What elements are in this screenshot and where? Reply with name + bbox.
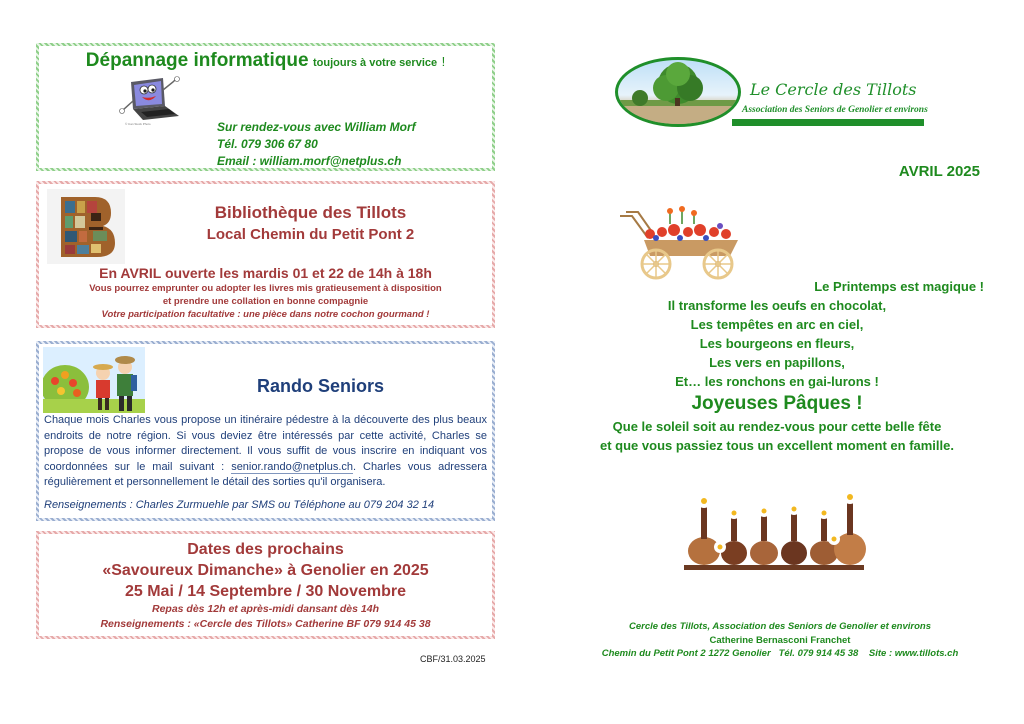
rando-email-link[interactable]: senior.rando@netplus.ch — [231, 460, 354, 473]
logo-underline — [732, 119, 924, 126]
logo-name: Le Cercle des Tillots — [750, 80, 917, 99]
dimanche-line-4: Repas dès 12h et après-midi dansant dès 14h — [151, 603, 379, 615]
bibliotheque-opening: En AVRIL ouverte les mardis 01 et 22 de 14h à 18h — [99, 265, 432, 281]
bibliotheque-line-3: Votre participation facultative : une pièce dans notre cochon gourmand ! — [101, 309, 430, 320]
depannage-box — [36, 43, 495, 171]
rando-description — [44, 413, 487, 491]
poem-line-2: Il transforme les oeufs en chocolat, — [667, 298, 887, 313]
logo-subtitle: Association des Seniors de Genolier et environs — [742, 105, 928, 115]
bibliotheque-line-2: et prendre une collation en bonne compagnie — [162, 296, 369, 307]
poem-line-5: Les vers en papillons, — [709, 355, 845, 370]
flower-cart-icon — [610, 202, 750, 282]
document-reference: CBF/31.03.2025 — [420, 654, 486, 664]
tree-logo-icon — [615, 57, 741, 127]
bibliotheque-title: Bibliothèque des Tillots — [214, 203, 407, 222]
footer-line-1: Cercle des Tillots, Association des Seniors de Genolier et environs — [629, 621, 931, 632]
dimanche-line-5: Renseignements : «Cercle des Tillots» Catherine BF 079 914 45 38 — [100, 618, 431, 630]
laptop-mascot-icon — [117, 76, 187, 126]
rando-title: Rando Seniors — [256, 376, 385, 396]
month-heading: AVRIL 2025 — [898, 163, 980, 180]
dimanche-dates: 25 Mai / 14 Septembre / 30 Novembre — [124, 583, 406, 600]
depannage-email[interactable]: Email : william.morf@netplus.ch — [217, 154, 402, 168]
poem-line-3: Les tempêtes en arc en ciel, — [690, 317, 864, 332]
depannage-tagline: toujours à votre service — [313, 57, 438, 69]
poem-line-1: Le Printemps est magique ! — [814, 279, 984, 294]
dimanche-line-1: Dates des prochains — [187, 541, 344, 558]
dimanche-details — [39, 539, 492, 632]
cercle-logo — [612, 55, 932, 135]
depannage-exclaim: ! — [441, 54, 446, 69]
depannage-contact — [217, 119, 416, 170]
wish-line-1: Que le soleil soit au rendez-vous pour cette belle fête — [612, 419, 942, 434]
rando-text-after: . Charles vous adressera régulièrement et personnellement le détail des sorties qu'il organisera. — [44, 460, 487, 488]
chocolate-chicks-icon — [674, 487, 874, 577]
footer-line-2: Catherine Bernasconi Franchet — [709, 634, 851, 646]
poem-line-6: Et… les ronchons en gai-lurons ! — [675, 374, 879, 389]
image-credit: © Can Stock Photo — [125, 122, 151, 126]
dimanche-box — [36, 531, 495, 639]
bibliotheque-line-1: Vous pourrez emprunter ou adopter les livres mis gratieusement à disposition — [89, 283, 442, 294]
depannage-phone: Tél. 079 306 67 80 — [217, 137, 318, 151]
wish-line-2: et que vous passiez tous un excellent moment en famille. — [600, 438, 954, 453]
bookshelf-b-icon — [47, 189, 125, 264]
hikers-illustration-icon — [43, 347, 145, 413]
footer-line-3: Chemin du Petit Pont 2 1272 Genolier Tél. 079 914 45 38 Site : www.tillots.ch — [601, 648, 959, 659]
bibliotheque-box — [36, 181, 495, 328]
rando-info: Renseignements : Charles Zurmuehle par SMS ou Téléphone au 079 204 32 14 — [44, 499, 435, 511]
dimanche-line-2: «Savoureux Dimanche» à Genolier en 2025 — [102, 562, 429, 579]
depannage-appointment: Sur rendez-vous avec William Morf — [217, 120, 416, 134]
bibliotheque-details — [39, 264, 492, 321]
depannage-heading — [39, 50, 492, 72]
rando-text-before: Chaque mois Charles vous propose un itinéraire pédestre à la découverte des plus beaux endroits de notre région. Si vous deviez être intéressés par cette activité, Charles se propose de vous informer directement. Il vous suffit de vous inscrire en indiquant vos coordonnées sur le mail suivant : — [44, 414, 487, 473]
easter-greeting: Joyeuses Pâques ! — [691, 393, 863, 414]
poem-line-4: Les bourgeons en fleurs, — [699, 336, 855, 351]
footer-contact — [590, 620, 970, 661]
rando-box — [36, 341, 495, 521]
bibliotheque-location: Local Chemin du Petit Pont 2 — [206, 226, 415, 243]
bibliotheque-heading — [129, 202, 492, 246]
depannage-title: Dépannage informatique — [85, 50, 309, 71]
spring-poem — [570, 277, 984, 455]
